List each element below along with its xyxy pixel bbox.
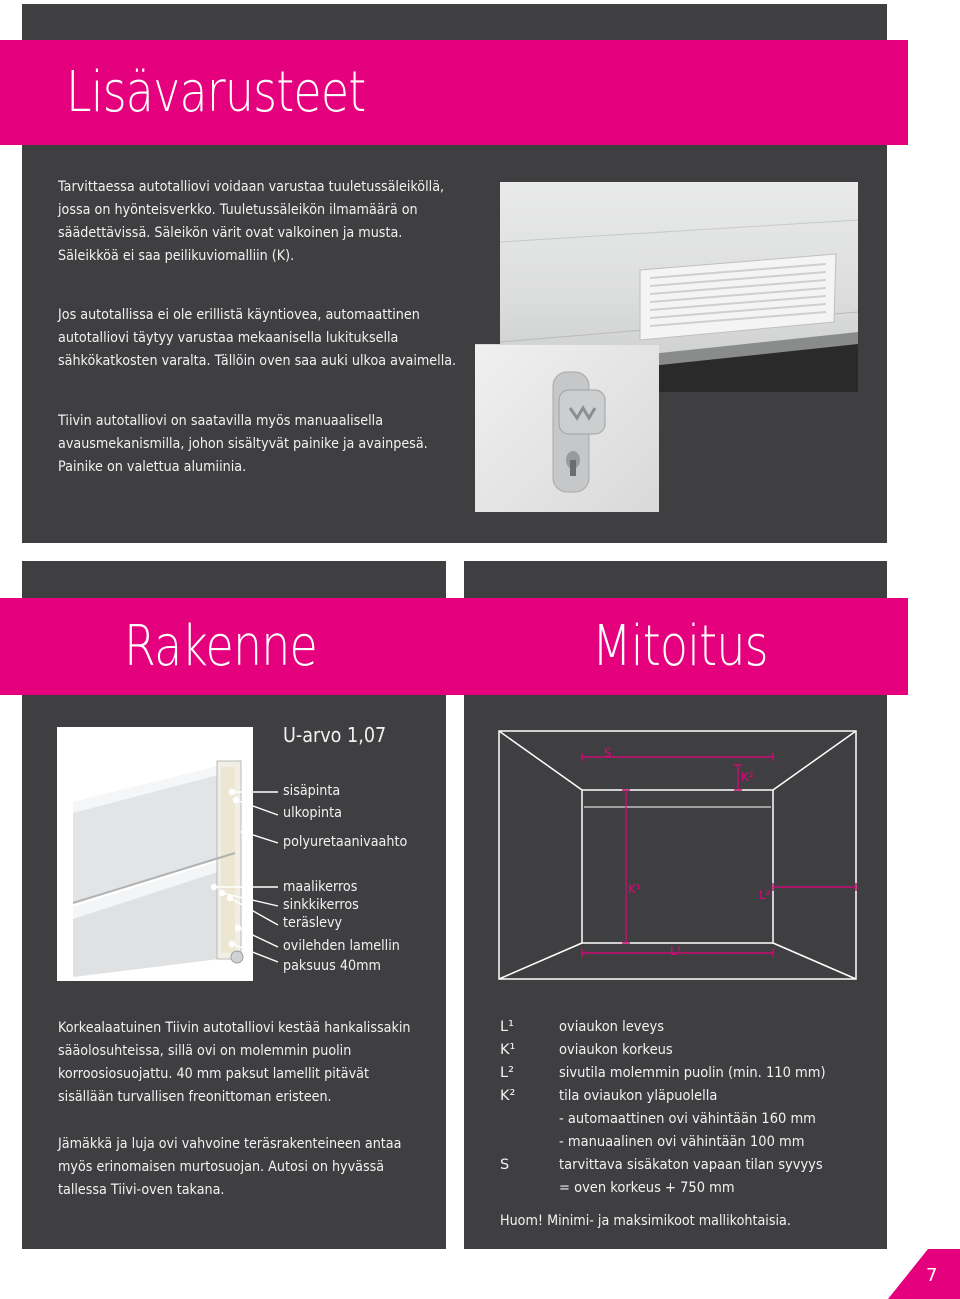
- legend-key: L¹: [500, 1019, 514, 1035]
- accessories-paragraph-lock: Jos autotallissa ei ole erillistä käyntiovea, automaattinen autotalliovi täytyy varustaa mekaanisella lukituksella sähkökatkosten varalta. Tällöin oven saa auki ulkoa avaimella.: [58, 307, 457, 369]
- structure-paragraph-security: Jämäkkä ja luja ovi vahvoine teräsrakenteineen antaa myös erinomaisen murtosuojan. Autosi on hyvässä tallessa Tiivi-oven takana.: [58, 1136, 402, 1198]
- legend-key: S: [500, 1157, 510, 1173]
- page-corner: [888, 1249, 960, 1299]
- handle-illustration: [475, 344, 659, 512]
- legend-value: = oven korkeus + 750 mm: [559, 1180, 735, 1196]
- legend-key: L²: [500, 1065, 514, 1081]
- legend-key: K²: [500, 1088, 516, 1104]
- legend-value: oviaukon leveys: [559, 1019, 665, 1035]
- legend-value: sivutila molemmin puolin (min. 110 mm): [559, 1065, 826, 1081]
- u-value-label: U-arvo 1,07: [283, 723, 387, 747]
- diagram-label-l1: L¹: [670, 944, 682, 958]
- dimensions-title-banner: [464, 598, 908, 695]
- label-thickness: paksuus 40mm: [283, 958, 381, 974]
- diagram-label-s: S: [604, 746, 612, 760]
- structure-paragraph-quality: Korkealaatuinen Tiivin autotalliovi kestää hankalissakin sääolosuhteissa, sillä ovi on molemmin puolin korroosiosuojattu. 40 mm paksut lamellit pitävät sisällään turvallisen freonittoman eristeen.: [58, 1020, 411, 1105]
- diagram-label-l2: L²: [759, 888, 771, 902]
- label-outer-surface: ulkopinta: [283, 805, 342, 821]
- dimensions-title: Mitoitus: [592, 614, 768, 679]
- accessories-title: Lisävarusteet: [66, 60, 366, 125]
- label-steel-sheet: teräslevy: [283, 915, 343, 931]
- structure-title: Rakenne: [124, 614, 317, 679]
- label-polyurethane: polyuretaanivaahto: [283, 834, 408, 850]
- diagram-label-k2: K²: [741, 770, 754, 784]
- dimensions-diagram: [498, 727, 858, 983]
- legend-value: tarvittava sisäkaton vapaan tilan syvyys: [559, 1157, 823, 1173]
- dimensions-note: Huom! Minimi- ja maksimikoot mallikohtaisia.: [500, 1213, 791, 1229]
- legend-value: tila oviaukon yläpuolella: [559, 1088, 718, 1104]
- legend-value: oviaukon korkeus: [559, 1042, 673, 1058]
- diagram-label-k1: K¹: [628, 882, 641, 896]
- legend-key: K¹: [500, 1042, 516, 1058]
- label-zinc-layer: sinkkikerros: [283, 897, 359, 913]
- legend-value: - automaattinen ovi vähintään 160 mm: [559, 1111, 816, 1127]
- accessories-paragraph-handle: Tiivin autotalliovi on saatavilla myös manuaalisella avausmekanismilla, johon sisältyvät painike ja avainpesä. Painike on valettua alumiinia.: [58, 413, 428, 475]
- label-inner-surface: sisäpinta: [283, 783, 341, 799]
- page-number: 7: [926, 1265, 938, 1286]
- label-slat: ovilehden lamellin: [283, 938, 400, 954]
- handle-photo: [475, 344, 659, 512]
- legend-value: - manuaalinen ovi vähintään 100 mm: [559, 1134, 805, 1150]
- label-paint-layer: maalikerros: [283, 879, 358, 895]
- accessories-paragraph-vent: Tarvittaessa autotalliovi voidaan varustaa tuuletussäleiköllä, jossa on hyönteisverkko. Tuuletussäleikön ilmamäärä on säädettävissä. Säleikön värit ovat valkoinen ja musta. Säleikköä ei saa peilikuviomalliin (K).: [58, 179, 445, 264]
